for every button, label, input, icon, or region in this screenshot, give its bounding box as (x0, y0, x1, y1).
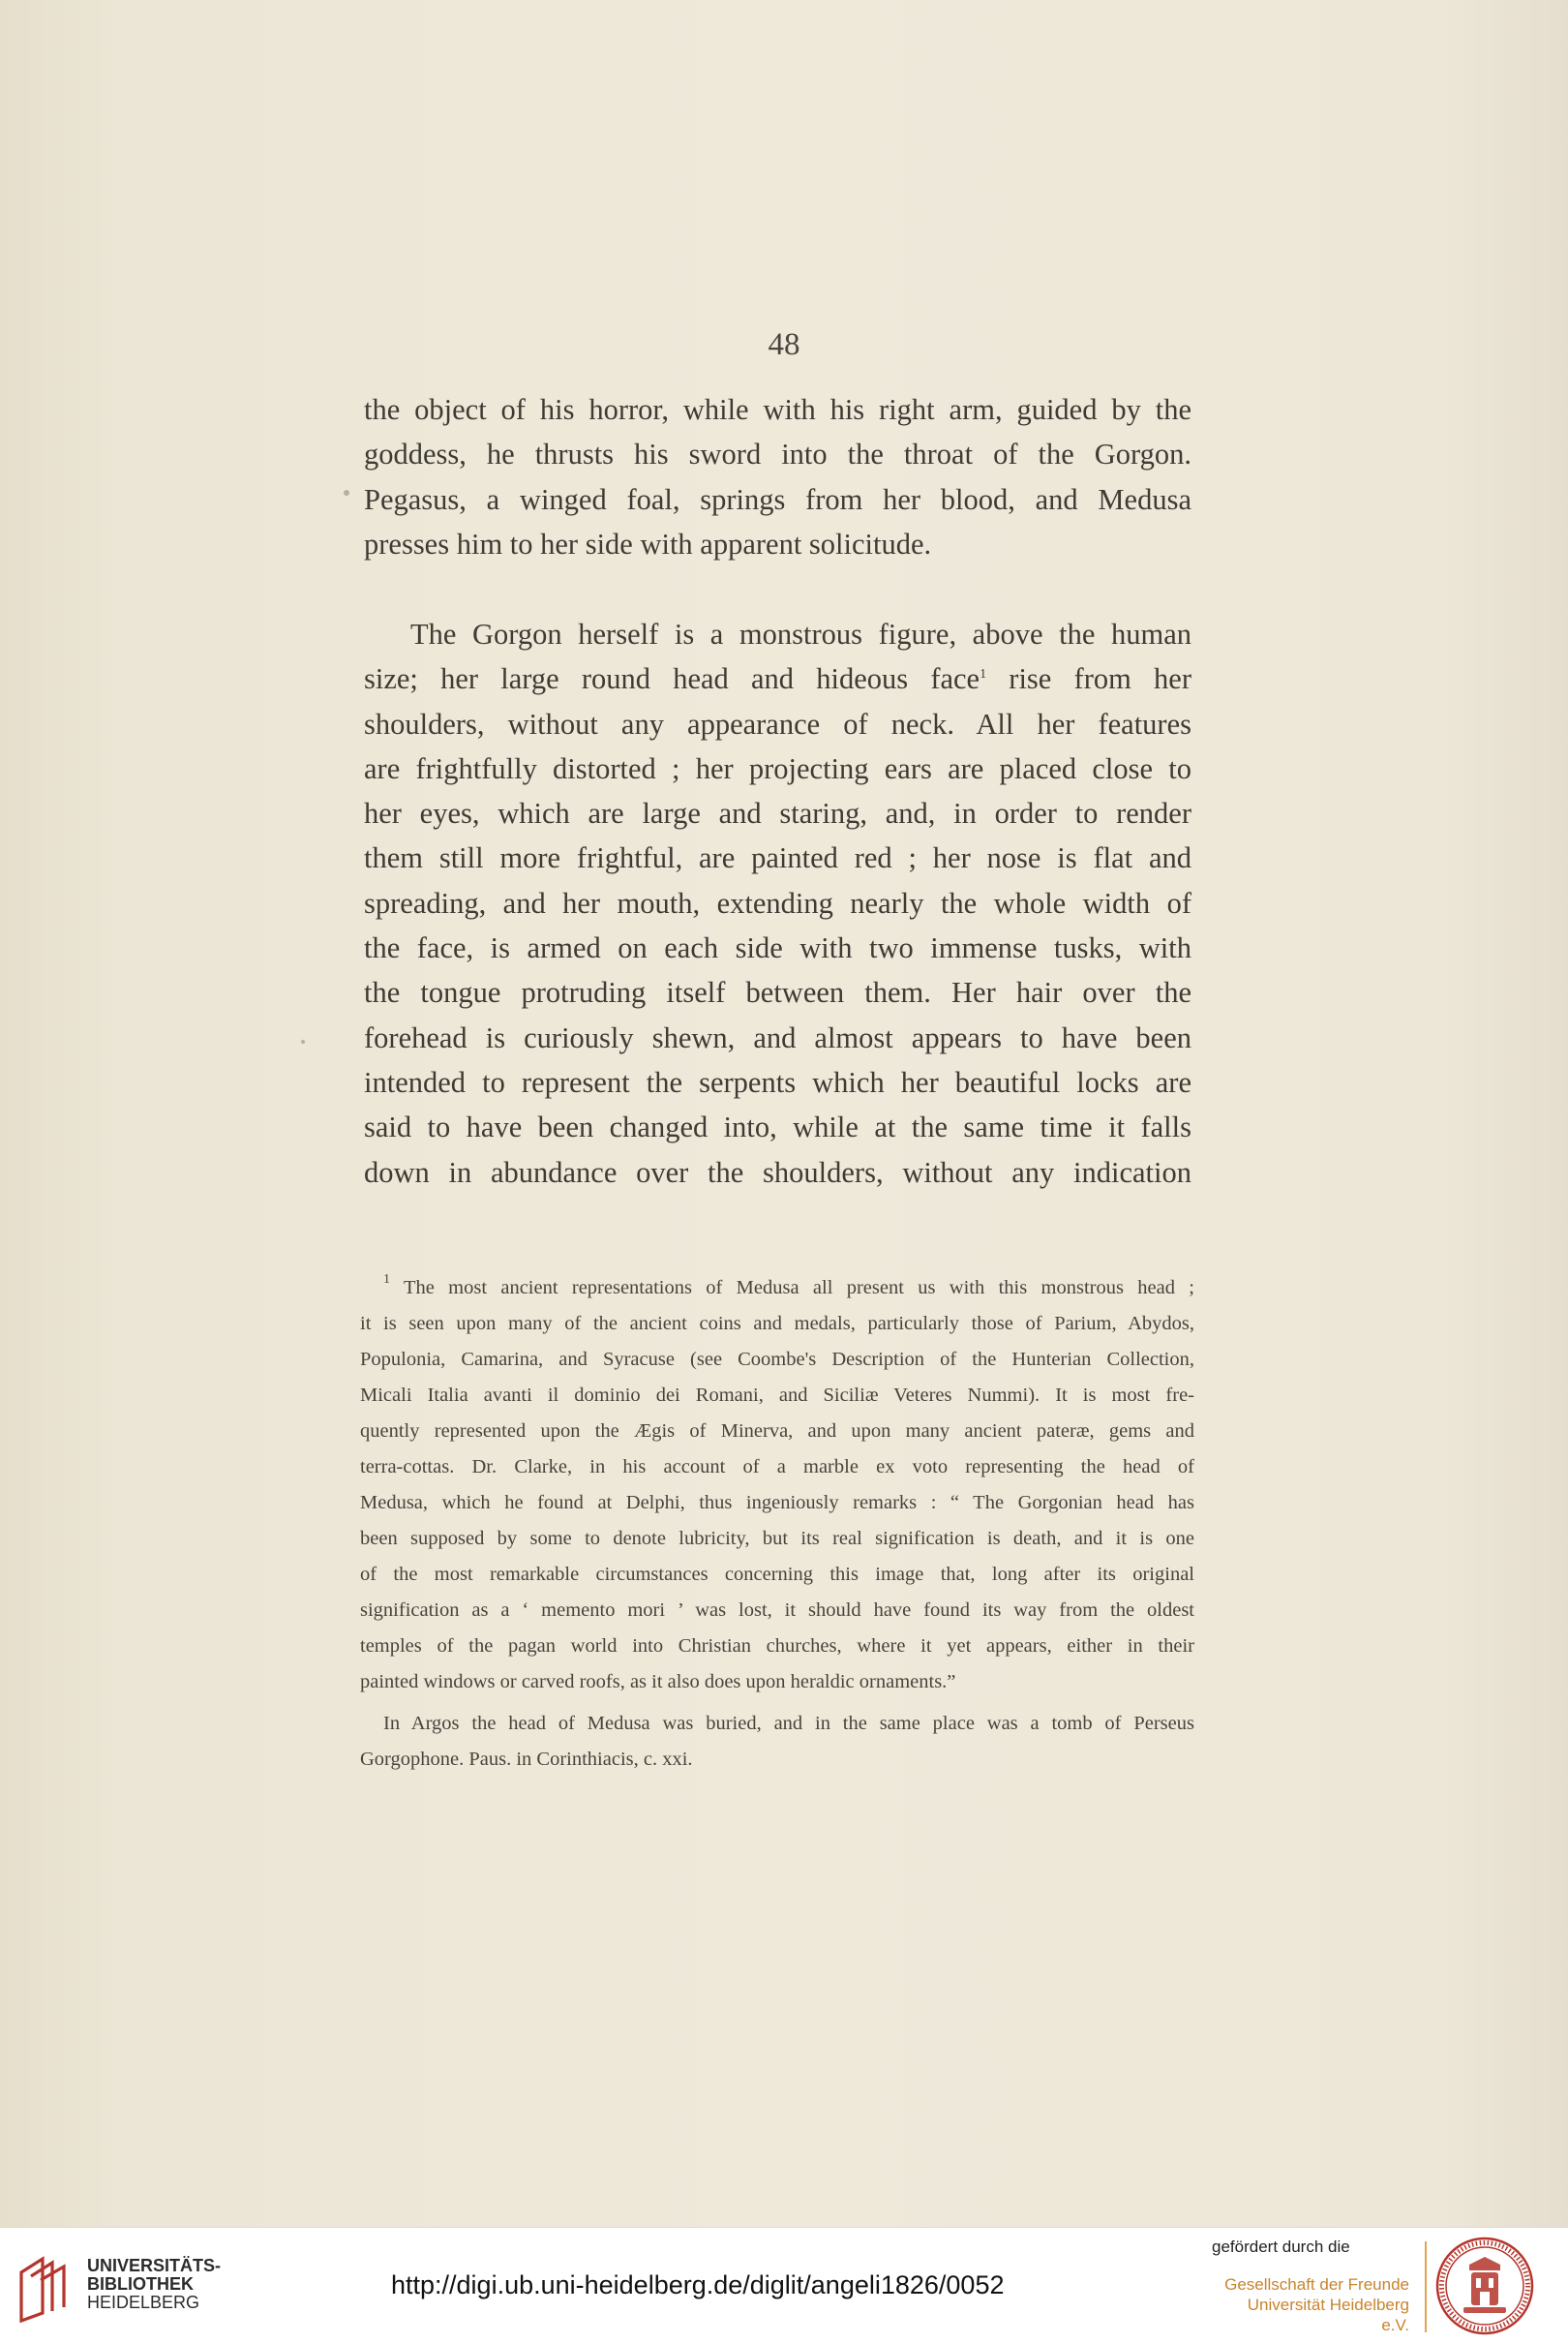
text-fragment: rise from her (986, 662, 1191, 696)
text-line: Pegasus, a winged foal, springs from her blood, and Medusa (364, 482, 1191, 516)
sponsor-name (1216, 2274, 1409, 2335)
footnote-line: painted windows or carved roofs, as it also does upon heraldic ornaments.” (360, 1671, 956, 1692)
library-name (87, 2257, 221, 2312)
footnote-line: of the most remarkable circumstances concerning this image that, long after its original (360, 1564, 1194, 1585)
footnote-reference[interactable]: 1 (980, 667, 987, 683)
margin-mark (344, 490, 349, 496)
text-line: are frightfully distorted ; her projecting ears are placed close to (364, 751, 1191, 785)
paragraph-2 (364, 612, 1191, 1195)
footnote-line: temples of the pagan world into Christian churches, where it yet appears, either in their (360, 1635, 1194, 1657)
margin-mark (301, 1040, 305, 1044)
text-line: the face, is armed on each side with two immense tusks, with (364, 931, 1191, 965)
text-line: intended to represent the serpents which her beautiful locks are (364, 1065, 1191, 1099)
footnote-line: Populonia, Camarina, and Syracuse (see Coombe's Description of the Hunterian Collection, (360, 1349, 1194, 1370)
text-line: the tongue protruding itself between them. Her hair over the (364, 976, 1191, 1010)
footnote-line: quently represented upon the Ægis of Minerva, and upon many ancient pateræ, gems and (360, 1420, 1194, 1442)
footnote-mark: 1 (383, 1272, 390, 1287)
text-line: down in abundance over the shoulders, without any indication (364, 1155, 1191, 1189)
page-number: 48 (768, 327, 800, 362)
text-line: presses him to her side with apparent solicitude. (364, 527, 932, 561)
footnote-line: In Argos the head of Medusa was buried, and in the same place was a tomb of Perseus (383, 1713, 1194, 1734)
divider (1425, 2241, 1427, 2332)
library-name-line: HEIDELBERG (87, 2293, 200, 2312)
footnote-line: been supposed by some to denote lubricity, but its real signification is death, and it is one (360, 1528, 1194, 1549)
text-line: spreading, and her mouth, extending nearly the whole width of (364, 886, 1191, 920)
footnote-line: terra-cottas. Dr. Clarke, in his account of a marble ex voto representing the head of (360, 1456, 1194, 1477)
text-line: them still more frightful, are painted red ; her nose is flat and (364, 841, 1191, 875)
footnote-line (360, 1270, 1194, 1306)
sponsor-name-line: Universität Heidelberg e.V. (1247, 2296, 1409, 2334)
text-line: her eyes, which are large and staring, and, in order to render (364, 797, 1191, 831)
library-name-line: BIBLIOTHEK (87, 2274, 194, 2294)
footer-bar (0, 2227, 1568, 2344)
text-line: shoulders, without any appearance of neck. All her features (364, 707, 1191, 741)
university-seal-icon[interactable] (1434, 2236, 1535, 2336)
footnote-line: it is seen upon many of the ancient coins and medals, particularly those of Parium, Abydos, (360, 1313, 1194, 1334)
library-name-line: UNIVERSITÄTS- (87, 2256, 222, 2275)
paragraph-1 (364, 387, 1191, 566)
text-line: the object of his horror, while with his right arm, guided by the (364, 393, 1191, 426)
text-fragment: The most ancient representations of Medusa all present us with this monstrous head ; (390, 1277, 1194, 1298)
footnotes (360, 1270, 1194, 1778)
text-line: The Gorgon herself is a monstrous figure, above the human (410, 618, 1191, 651)
sponsor-name-line: Gesellschaft der Freunde (1224, 2275, 1409, 2294)
university-library-logo-icon[interactable] (14, 2253, 75, 2323)
footnote-line: Medusa, which he found at Delphi, thus ingeniously remarks : “ The Gorgonian head has (360, 1492, 1194, 1513)
footnote-line: signification as a ‘ memento mori ’ was lost, it should have found its way from the oldest (360, 1599, 1194, 1621)
footnote-line: Micali Italia avanti il dominio dei Romani, and Siciliæ Veteres Nummi). It is most fre- (360, 1385, 1194, 1406)
sponsor-intro: gefördert durch die (1212, 2237, 1350, 2256)
text-line (364, 656, 1191, 701)
text-line: said to have been changed into, while at the same time it falls (364, 1111, 1191, 1144)
text-line: forehead is curiously shewn, and almost appears to have been (364, 1020, 1191, 1054)
footnote-line: Gorgophone. Paus. in Corinthiacis, c. xxi. (360, 1749, 693, 1770)
permalink-url[interactable]: http://digi.ub.uni-heidelberg.de/diglit/angeli1826/0052 (391, 2270, 1005, 2299)
text-line: goddess, he thrusts his sword into the throat of the Gorgon. (364, 438, 1191, 472)
text-fragment: size; her large round head and hideous face (364, 662, 980, 696)
